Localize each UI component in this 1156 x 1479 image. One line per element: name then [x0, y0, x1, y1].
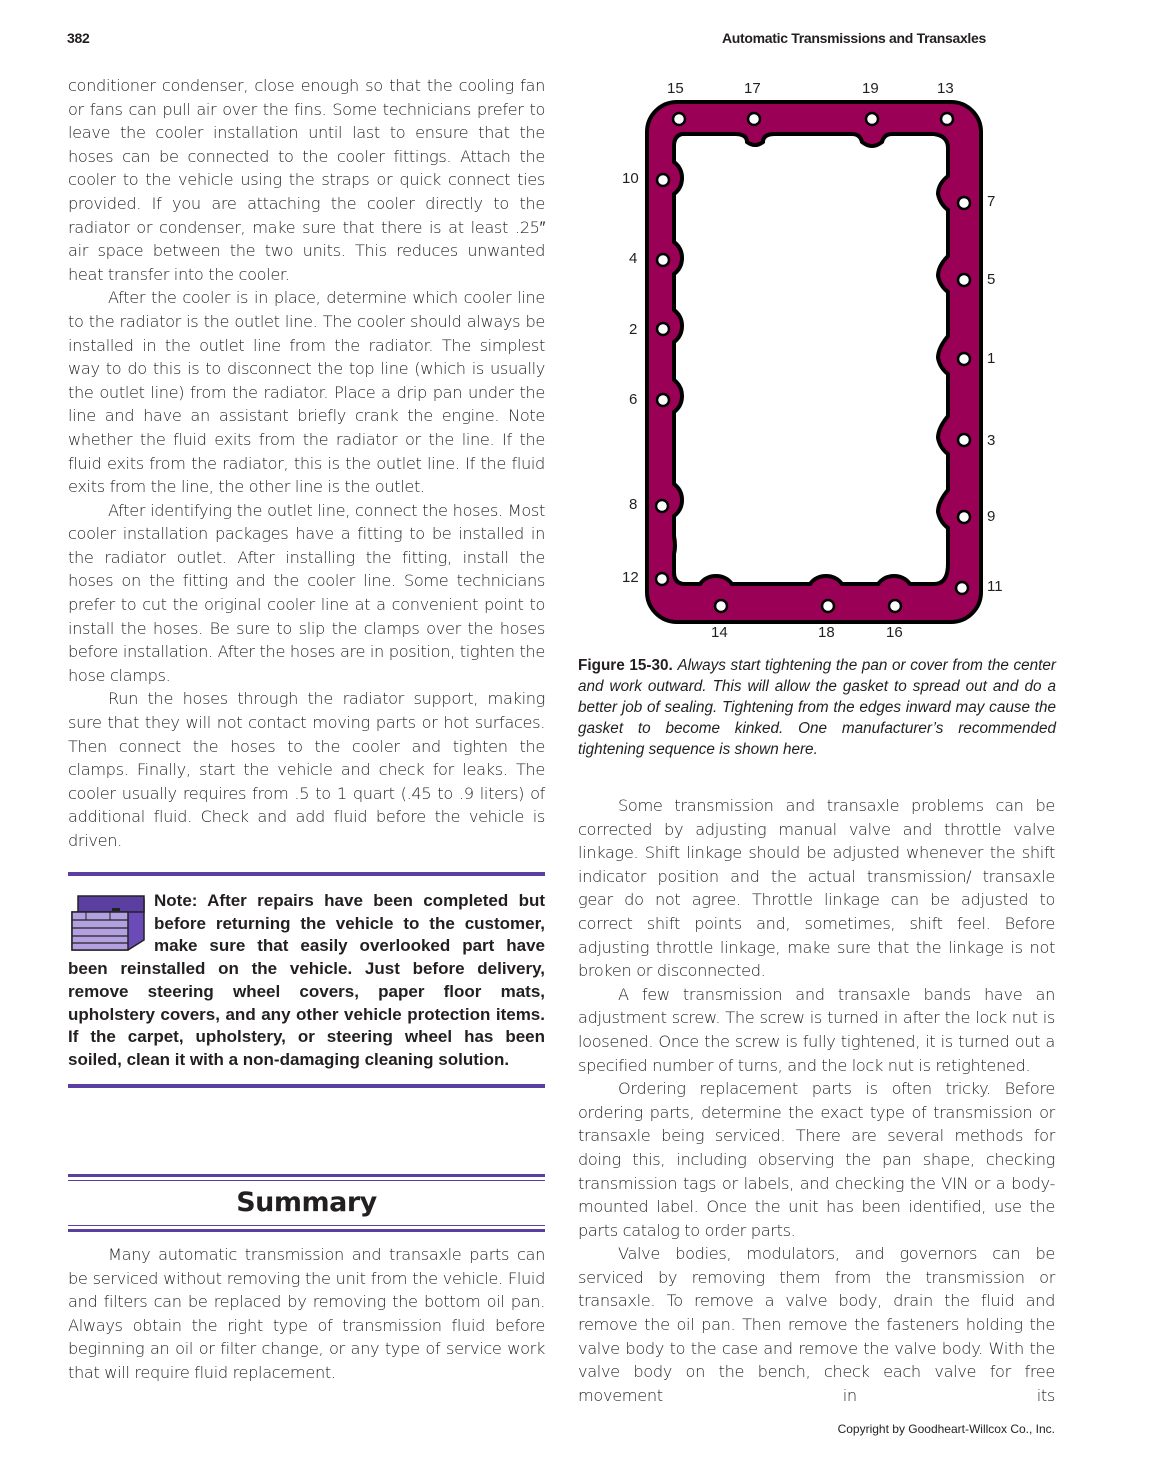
page-number: 382	[67, 30, 90, 46]
figure-gasket-diagram	[610, 76, 1010, 646]
paragraph: conditioner condenser, close enough so that the cooling fan or fans can pull air over the fins. Some technicians prefer to leave the cooler installation until last to ensure that the hoses can be connected to the cooler fittings. Attach the cooler to the vehicle using the straps or quick connect ties provided. If you are attaching the cooler directly to the radiator or condenser, make sure that there is at least .25″ air space between the two units. This reduces unwanted heat transfer into the cooler.	[68, 76, 545, 284]
note-box	[68, 872, 545, 1088]
right-column	[578, 794, 1055, 1407]
figure-number: Figure 15-30.	[578, 657, 673, 674]
bolt-label: 9	[987, 508, 996, 525]
bolt-label: 5	[987, 271, 996, 288]
bolt-label: 12	[622, 569, 639, 586]
summary-rule-bottom	[68, 1225, 545, 1232]
bolt-label: 7	[987, 193, 996, 210]
bolt-label: 13	[937, 80, 954, 97]
bolt-label: 3	[987, 432, 996, 449]
paragraph: After identifying the outlet line, connect the hoses. Most cooler installation packages have a fitting to be installed in the radiator outlet. After installing the fitting, install the hoses on the fitting and the cooler line. Some technicians prefer to cut the original cooler line at a convenient point to install the hoses. Be sure to slip the clamps over the hoses before installation. After the hoses are in position, tighten the hose clamps.	[68, 500, 545, 685]
summary-section	[68, 1174, 545, 1232]
paragraph: A few transmission and transaxle bands have an adjustment screw. The screw is turned in after the lock nut is loosened. Once the screw is fully tightened, it is turned out a specified number of turns, and the lock nut is retightened.	[578, 984, 1055, 1075]
left-column	[68, 74, 545, 853]
paragraph: Many automatic transmission and transaxle parts can be serviced without removing the unit from the vehicle. Fluid and filters can be replaced by removing the bottom oil pan. Always obtain the right type of transmission fluid before beginning an oil or filter change, or any type of service work that will require fluid replacement.	[68, 1245, 545, 1382]
copyright-footer: Copyright by Goodheart-Willcox Co., Inc.	[837, 1422, 1055, 1436]
paragraph: Some transmission and transaxle problems can be corrected by adjusting manual valve and throttle valve linkage. Shift linkage should be adjusted whenever the shift indicator position and the actual transmission/ transaxle gear do not agree. Throttle linkage can be adjusted to correct shift points and, sometimes, shift feel. Before adjusting throttle linkage, make sure that the linkage is not broken or disconnected.	[578, 796, 1055, 981]
bolt-label: 6	[629, 391, 638, 408]
running-head-title: Automatic Transmissions and Transaxles	[721, 30, 986, 46]
paragraph: Valve bodies, modulators, and governors can be serviced by removing them from the transmission or transaxle. To remove a valve body, drain the fluid and remove the oil pan. Then remove the fasteners holding the valve body to the case and remove the valve body. With the valve body on the bench, check each valve for free movement in its	[578, 1244, 1055, 1405]
bolt-label: 16	[886, 624, 903, 641]
bolt-label: 8	[629, 496, 638, 513]
bolt-label: 11	[987, 578, 1003, 595]
note-content	[68, 876, 545, 1084]
figure-caption	[578, 655, 1056, 760]
bolt-label: 18	[818, 624, 835, 641]
bolt-label: 17	[744, 80, 761, 97]
bolt-label: 10	[622, 170, 639, 187]
bolt-label: 15	[667, 80, 684, 97]
bolt-label: 14	[711, 624, 728, 641]
toolbox-icon	[68, 892, 148, 952]
bolt-label: 2	[629, 321, 638, 338]
note-rule-bottom	[68, 1084, 545, 1088]
bolt-label: 19	[862, 80, 879, 97]
bolt-label: 1	[987, 350, 996, 367]
paragraph: After the cooler is in place, determine which cooler line to the radiator is the outlet line. The cooler should always be installed in the outlet line from the radiator. The simplest way to do this is to disconnect the top line (which is usually the outlet line) from the radiator. Place a drip pan under the line and have an assistant briefly crank the engine. Note whether the fluid exits from the radiator or the line. If the fluid exits from the radiator, this is the outlet line. If the fluid exits from the line, the other line is the outlet.	[68, 288, 545, 497]
note-text: Note: After repairs have been completed but before returning the vehicle to the customer, make sure that easily overlooked part have been reinstalled on the vehicle. Just before delivery, remove steering wheel covers, paper floor mats, upholstery covers, and any other vehicle protection items. If the carpet, upholstery, or steering wheel has been soiled, clean it with a non-damaging cleaning solution.	[68, 891, 545, 1069]
summary-rule-top	[68, 1174, 545, 1181]
summary-heading: Summary	[236, 1187, 377, 1218]
figure-caption-text: Always start tightening the pan or cover from the center and work outward. This will allow the gasket to spread out and do a better job of sealing. Tightening from the edges inward may cause the gasket to become kinked. One manufacturer’s recommended tightening sequence is shown here.	[578, 657, 1057, 758]
gasket-illustration	[610, 76, 1010, 646]
paragraph: Run the hoses through the radiator support, making sure that they will not contact moving parts or hot surfaces. Then connect the hoses to the cooler and tighten the clamps. Finally, start the vehicle and check for leaks. The cooler usually requires from .5 to 1 quart (.45 to .9 liters) of additional fluid. Check and add fluid before the vehicle is driven.	[68, 689, 545, 850]
summary-body	[68, 1243, 545, 1385]
bolt-label: 4	[629, 250, 638, 267]
paragraph: Ordering replacement parts is often tricky. Before ordering parts, determine the exact type of transmission or transaxle being serviced. There are several methods for doing this, including observing the pan shape, checking transmission tags or labels, and checking the VIN or a body-mounted label. Once the unit has been identified, use the parts catalog to order parts.	[578, 1079, 1055, 1240]
